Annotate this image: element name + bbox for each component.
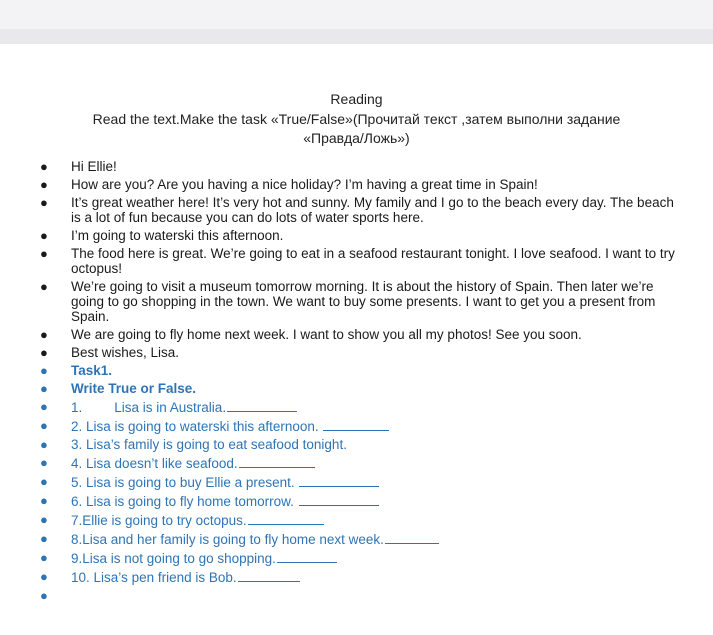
task-item: ● 7.Ellie is going to try octopus. [0,512,713,528]
task-item: ● 9.Lisa is not going to go shopping. [0,550,713,566]
task-item: ● 8.Lisa and her family is going to fly home next week. [0,531,713,547]
viewer-toolbar [0,0,713,45]
bullet-icon: ● [40,228,48,243]
instruction-line-1: Read the text.Make the task «True/False»(Прочитай текст ,затем выполни задание [92,111,621,127]
letter-line: ● The food here is great. We’re going to eat in a seafood restaurant tonight. I love seafood. I want to try octopus! [40,246,675,276]
bullet-icon: ● [40,550,48,565]
answer-blank[interactable] [385,531,439,544]
letter-line: ● We are going to fly home next week. I want to show you all my photos! See you soon. [40,327,582,342]
task-item: ● 10. Lisa’s pen friend is Bob. [0,569,713,585]
bullet-icon: ● [40,418,48,433]
task-label: ● Task1. [40,363,113,378]
letter-line: ● We’re going to visit a museum tomorrow morning. It is about the history of Spain. Then later we’re going to go shopping in the town. We want to buy some presents. I want to get you a present from Spain. [40,279,656,324]
answer-blank[interactable] [277,550,337,563]
empty-list-item [0,588,713,603]
bullet-icon: ● [40,531,48,546]
bullet-icon: ● [40,569,48,584]
instruction-line-2: «Правда/Ложь») [303,130,410,146]
answer-blank[interactable] [299,493,379,506]
task-item: ● 3. Lisa’s family is going to eat seafood tonight. [40,437,347,452]
task-item: ● 1. Lisa is in Australia. [0,399,713,415]
document-page [0,44,713,635]
bullet-icon: ● [40,363,48,378]
task-instruction: ● Write True or False. [40,381,197,396]
bullet-icon: ● [40,588,48,603]
bullet-icon: ● [40,345,48,360]
content-list [0,159,713,606]
bullet-icon: ● [40,493,48,508]
answer-blank[interactable] [227,399,297,412]
page-title: Reading [330,91,383,107]
letter-line: ● Hi Ellie! [40,159,117,174]
bullet-icon: ● [40,474,48,489]
bullet-icon: ● [40,327,48,342]
bullet-icon: ● [40,381,48,396]
task-item: ● 4. Lisa doesn’t like seafood. [0,455,713,471]
bullet-icon: ● [40,437,48,452]
letter-line: ● I’m going to waterski this afternoon. [40,228,284,243]
bullet-icon: ● [40,246,48,261]
bullet-icon: ● [40,399,48,414]
letter-line: ● Best wishes, Lisa. [40,345,180,360]
bullet-icon: ● [40,159,48,174]
letter-line: ● How are you? Are you having a nice holiday? I’m having a great time in Spain! [40,177,538,192]
task-item: ● 2. Lisa is going to waterski this afternoon. [0,418,713,434]
bullet-icon: ● [40,455,48,470]
bullet-icon: ● [40,195,48,210]
answer-blank[interactable] [238,569,300,582]
answer-blank[interactable] [248,512,324,525]
toolbar-strip [0,29,713,44]
bullet-icon: ● [40,512,48,527]
task-item: ● 5. Lisa is going to buy Ellie a present. [0,474,713,490]
answer-blank[interactable] [299,474,379,487]
task-item: ● 6. Lisa is going to fly home tomorrow. [0,493,713,509]
answer-blank[interactable] [323,418,389,431]
letter-line: ● It’s great weather here! It’s very hot and sunny. My family and I go to the beach every day. The beach is a lot of fun because you can do lots of water sports here. [40,195,674,225]
answer-blank[interactable] [239,455,315,468]
bullet-icon: ● [40,177,48,192]
bullet-icon: ● [40,279,48,294]
